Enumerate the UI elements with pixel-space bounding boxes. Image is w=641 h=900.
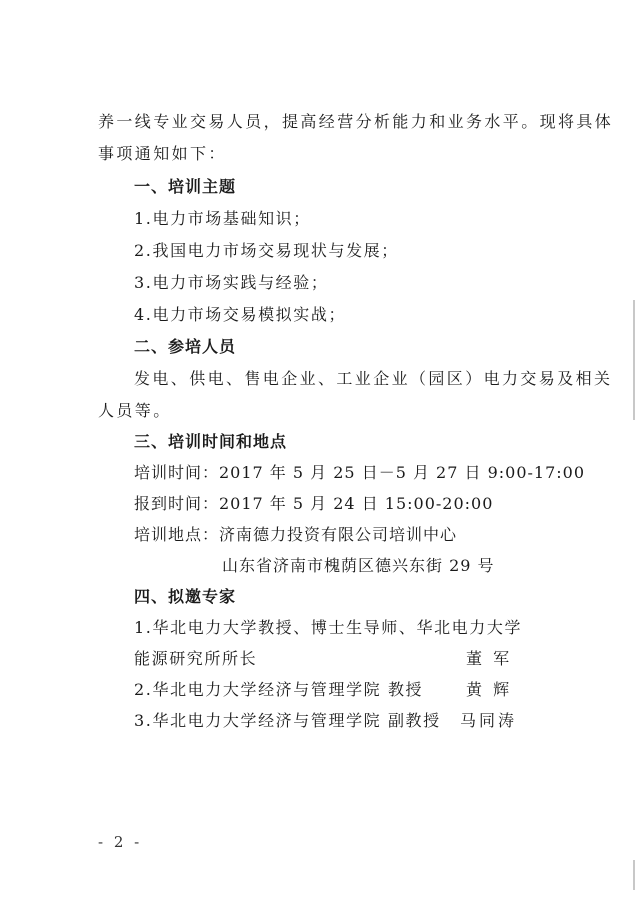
expert-1-title-cont: 能源研究所所长 xyxy=(134,649,258,668)
section-heading-schedule: 三、培训时间和地点 xyxy=(134,432,288,451)
expert-1-name: 董 军 xyxy=(466,649,513,668)
expert-3-name: 马同涛 xyxy=(460,711,518,730)
expert-2-name: 黄 辉 xyxy=(466,680,513,699)
participants-line-1: 发电、供电、售电企业、工业企业（园区）电力交易及相关 xyxy=(134,369,613,388)
section-heading-participants: 二、参培人员 xyxy=(134,337,237,356)
expert-1-title: 1.华北电力大学教授、博士生导师、华北电力大学 xyxy=(134,618,523,637)
scan-edge-mark-bottom xyxy=(633,860,635,890)
scan-edge-mark xyxy=(633,300,635,420)
topic-item-4: 4.电力市场交易模拟实战； xyxy=(134,305,347,324)
topic-item-2: 2.我国电力市场交易现状与发展； xyxy=(134,241,399,260)
participants-line-2: 人员等。 xyxy=(98,401,172,420)
training-location: 培训地点：济南德力投资有限公司培训中心 xyxy=(134,525,458,544)
expert-3-title: 3.华北电力大学经济与管理学院 副教授 xyxy=(134,711,441,730)
topic-item-3: 3.电力市场实践与经验； xyxy=(134,273,329,292)
intro-line-2: 事项通知如下： xyxy=(98,144,227,163)
checkin-time: 报到时间：2017 年 5 月 24 日 15:00-20:00 xyxy=(134,494,494,513)
section-heading-topics: 一、培训主题 xyxy=(134,177,237,196)
page-number: - 2 - xyxy=(98,833,143,851)
intro-line-1: 养一线专业交易人员，提高经营分析能力和业务水平。现将具体 xyxy=(98,112,614,131)
expert-2-title: 2.华北电力大学经济与管理学院 教授 xyxy=(134,680,424,699)
training-address: 山东省济南市槐荫区德兴东街 29 号 xyxy=(222,556,495,575)
training-time: 培训时间：2017 年 5 月 25 日－5 月 27 日 9:00-17:00 xyxy=(134,463,586,482)
topic-item-1: 1.电力市场基础知识； xyxy=(134,209,311,228)
section-heading-experts: 四、拟邀专家 xyxy=(134,587,237,606)
